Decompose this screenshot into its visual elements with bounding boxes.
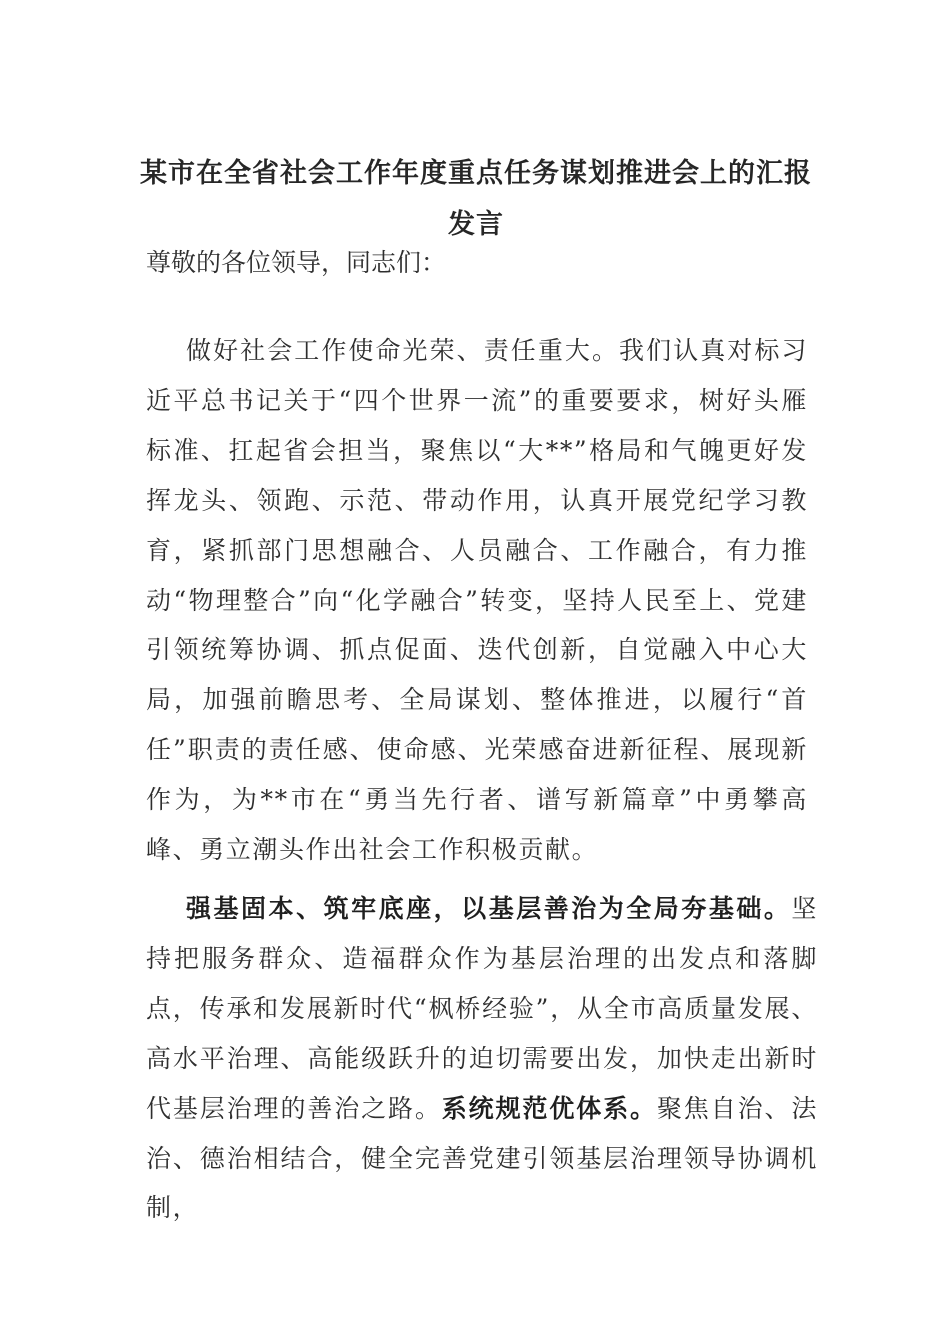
salutation: 尊敬的各位领导，同志们： xyxy=(146,248,447,277)
section-text: 坚持把服务群众、造福群众作为基层治理的出发点和落脚点，传承和发展新时代“枫桥经验”，从全市高质量发展、高水平治理、高能级跃升的迫切需要出发，加快走出新时代基层治理的善治之路。 xyxy=(146,894,818,1123)
section-heading: 强基固本、筑牢底座，以基层善治为全局夯基础。 xyxy=(186,894,792,923)
subsection-text: 聚焦自治、法治、德治相结合，健全完善党建引领基层治理领导协调机制， xyxy=(146,1093,818,1223)
subsection-heading: 系统规范优体系。 xyxy=(441,1093,657,1123)
document-title: 某市在全省社会工作年度重点任务谋划推进会上的汇报发言 xyxy=(140,158,812,240)
paragraph-grassroots xyxy=(146,884,818,1233)
paragraph-intro: 做好社会工作使命光荣、责任重大。我们认真对标习近平总书记关于“四个世界一流”的重要要求，树好头雁标准、扛起省会担当，聚焦以“大**”格局和气魄更好发挥龙头、领跑、示范、带动作用，认真开展党纪学习教育，紧抓部门思想融合、人员融合、工作融合，有力推动“物理整合”向“化学融合”转变，坚持人民至上、党建引领统筹协调、抓点促面、迭代创新，自觉融入中心大局，加强前瞻思考、全局谋划、整体推进，以履行“首任”职责的责任感、使命感、光荣感奋进新征程、展现新作为，为**市在“勇当先行者、谱写新篇章”中勇攀高峰、勇立潮头作出社会工作积极贡献。 xyxy=(146,336,808,865)
